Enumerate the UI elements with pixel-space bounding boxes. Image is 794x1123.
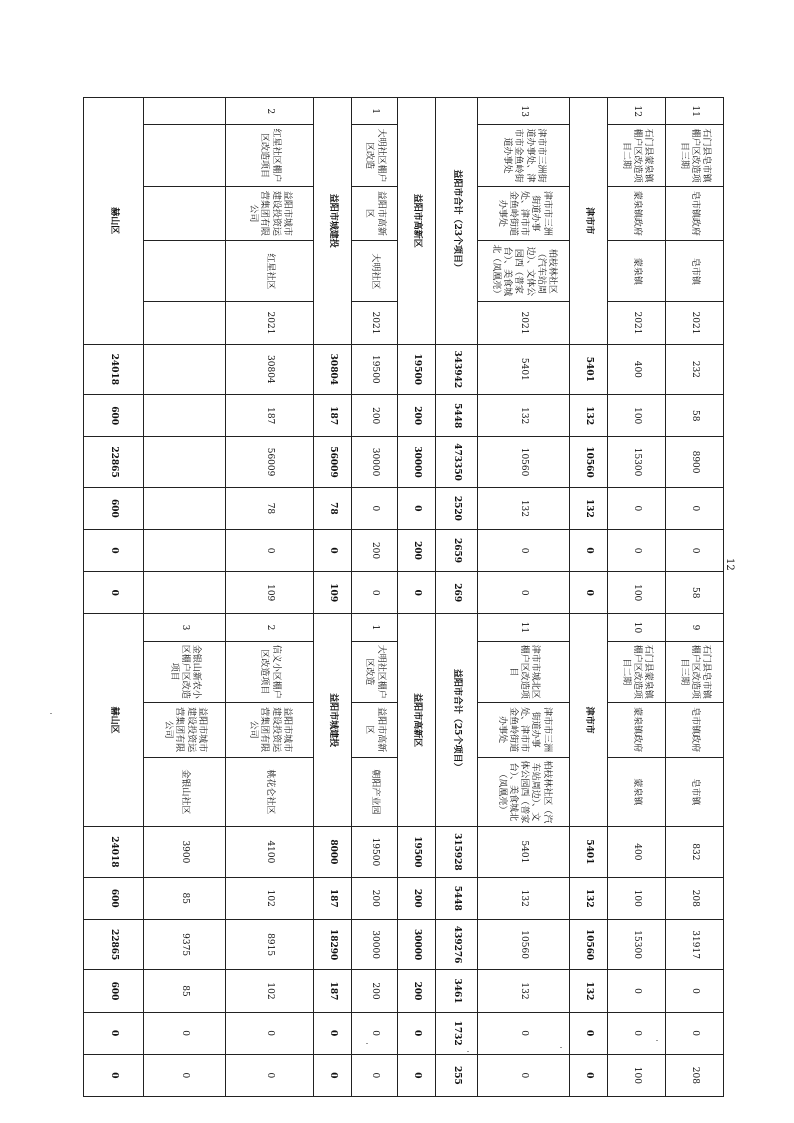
table-row (144, 98, 226, 1097)
table-cell: 10560 (478, 437, 570, 488)
subtotal-value: 0 (570, 529, 608, 571)
subtotal-row (314, 98, 352, 1097)
scan-speck (366, 1043, 368, 1044)
table-cell: 58 (666, 395, 724, 437)
subtotal-label: 益阳市合计（23个项目） (436, 98, 478, 345)
table-cell: 100 (608, 572, 666, 614)
table-cell (144, 529, 226, 571)
table-cell: 8915 (226, 919, 314, 970)
subtotal-label: 赫山区 (84, 98, 144, 345)
subtotal-value: 10560 (570, 919, 608, 970)
subtotal-row (84, 98, 144, 1097)
subtotal-label: 益阳市城建投 (314, 614, 352, 827)
table-cell: 0 (608, 1012, 666, 1054)
table-cell: 31917 (666, 919, 724, 970)
subtotal-value: 600 (84, 395, 144, 437)
table-cell: 9 (666, 614, 724, 641)
scan-speck (50, 713, 52, 714)
table-cell: 132 (478, 877, 570, 919)
table-cell: 益阳市城市建设投资运营集团有限公司 (226, 186, 314, 241)
table-cell: 832 (666, 827, 724, 878)
subtotal-value: 2520 (436, 487, 478, 529)
subtotal-label: 津市市 (570, 98, 608, 345)
table-cell: 0 (608, 487, 666, 529)
table-cell: 200 (352, 529, 398, 571)
table-cell: 100 (608, 395, 666, 437)
table-cell: 益阳市城市建设投资运营集团有限公司 (226, 702, 314, 757)
table-cell (144, 125, 226, 186)
table-cell: 蒙泉镇 (608, 757, 666, 827)
page-number: 12 (724, 558, 735, 571)
table-cell: 2 (226, 98, 314, 125)
table-cell: 109 (226, 572, 314, 614)
table-cell (144, 572, 226, 614)
subtotal-value: 2659 (436, 529, 478, 571)
table-cell: 2021 (478, 302, 570, 344)
table-cell: 金银山新农小区棚户区改造项目 (144, 641, 226, 702)
table-cell: 132 (478, 970, 570, 1012)
table-cell: 200 (352, 877, 398, 919)
table-cell: 0 (666, 529, 724, 571)
table-cell: 0 (352, 1054, 398, 1096)
table-cell: 0 (666, 970, 724, 1012)
table-cell: 0 (478, 572, 570, 614)
subtotal-value: 0 (314, 529, 352, 571)
table-cell: 232 (666, 344, 724, 395)
table-cell: 红星社区 (226, 241, 314, 302)
table-cell: 4100 (226, 827, 314, 878)
table-cell: 皂市镇政府 (666, 186, 724, 241)
table-cell: 208 (666, 877, 724, 919)
table-cell: 2021 (666, 302, 724, 344)
table-cell: 3900 (144, 827, 226, 878)
table-cell: 大明社区棚户区改造 (352, 641, 398, 702)
table-cell: 100 (608, 1054, 666, 1096)
table-cell: 132 (478, 487, 570, 529)
table-cell: 蒙泉镇 (608, 241, 666, 302)
table-cell (144, 302, 226, 344)
table-cell: 津市市三洲街道办事处、津市市金鱼岭街道办事处 (478, 702, 570, 757)
subtotal-value: 19500 (398, 344, 436, 395)
table-cell: 200 (352, 970, 398, 1012)
table-cell: 2021 (608, 302, 666, 344)
subtotal-value: 600 (84, 487, 144, 529)
table-row (352, 98, 398, 1097)
table-cell: 2021 (352, 302, 398, 344)
table-cell: 0 (478, 1012, 570, 1054)
table-cell (144, 241, 226, 302)
table-cell: 0 (226, 1012, 314, 1054)
table-cell: 金银山社区 (144, 757, 226, 827)
table-cell: 19500 (352, 344, 398, 395)
subtotal-value: 22865 (84, 919, 144, 970)
table-cell: 0 (352, 487, 398, 529)
subtotal-label: 津市市 (570, 614, 608, 827)
table-cell: 2 (226, 614, 314, 641)
subtotal-value: 24018 (84, 344, 144, 395)
table-cell (144, 395, 226, 437)
subtotal-value: 56009 (314, 437, 352, 488)
table-cell (144, 98, 226, 125)
table-cell: 大明社区棚户区改造 (352, 125, 398, 186)
table-cell: 8900 (666, 437, 724, 488)
table-cell: 津市市三洲街道办事处、津市市金鱼岭街道办事处 (478, 125, 570, 186)
subtotal-value: 132 (570, 877, 608, 919)
subtotal-row (570, 98, 608, 1097)
table-cell: 15300 (608, 919, 666, 970)
subtotal-value: 10560 (570, 437, 608, 488)
subtotal-value: 5401 (570, 344, 608, 395)
table-cell: 石门县皂市镇棚户区改造项目三期 (666, 641, 724, 702)
subtotal-value: 0 (84, 529, 144, 571)
subtotal-value: 600 (84, 970, 144, 1012)
subtotal-value: 78 (314, 487, 352, 529)
subtotal-value: 8000 (314, 827, 352, 878)
subtotal-value: 19500 (398, 827, 436, 878)
subtotal-value: 200 (398, 970, 436, 1012)
table-cell: 15300 (608, 437, 666, 488)
subtotal-value: 187 (314, 395, 352, 437)
subtotal-value: 473350 (436, 437, 478, 488)
subtotal-value: 255 (436, 1054, 478, 1096)
table-cell: 400 (608, 827, 666, 878)
subtotal-value: 600 (84, 877, 144, 919)
subtotal-value: 0 (398, 572, 436, 614)
scan-speck (467, 1051, 469, 1052)
subtotal-value: 132 (570, 970, 608, 1012)
subtotal-label: 益阳市高新区 (398, 614, 436, 827)
table-cell: 益阳市高新区 (352, 186, 398, 241)
subtotal-value: 5448 (436, 395, 478, 437)
table-cell: 0 (666, 487, 724, 529)
subtotal-value: 24018 (84, 827, 144, 878)
subtotal-value: 315928 (436, 827, 478, 878)
table-cell (144, 437, 226, 488)
subtotal-value: 0 (314, 1054, 352, 1096)
subtotal-value: 0 (570, 1012, 608, 1054)
table-cell: 11 (666, 98, 724, 125)
table-row (608, 98, 666, 1097)
table-cell: 30000 (352, 437, 398, 488)
table-cell: 0 (666, 1012, 724, 1054)
subtotal-label: 益阳市高新区 (398, 98, 436, 345)
table-cell: 益阳市城市建设投资运营集团有限公司 (144, 702, 226, 757)
table-row (226, 98, 314, 1097)
subtotal-value: 30000 (398, 919, 436, 970)
table-cell: 1 (352, 614, 398, 641)
subtotal-value: 5401 (570, 827, 608, 878)
table-cell: 12 (608, 98, 666, 125)
table-cell: 11 (478, 614, 570, 641)
table-cell: 0 (608, 970, 666, 1012)
subtotal-value: 0 (398, 1054, 436, 1096)
table-cell: 石门县蒙泉镇棚户区改造项目二期 (608, 641, 666, 702)
subtotal-value: 5448 (436, 877, 478, 919)
subtotal-value: 187 (314, 877, 352, 919)
subtotal-value: 0 (314, 1012, 352, 1054)
table-cell: 200 (352, 395, 398, 437)
table-cell: 100 (608, 877, 666, 919)
table-cell: 蒙泉镇政府 (608, 702, 666, 757)
table-cell: 蒙泉镇政府 (608, 186, 666, 241)
subtotal-value: 439276 (436, 919, 478, 970)
table-cell: 208 (666, 1054, 724, 1096)
table-cell: 柏枝林社区（汽车站周边）、文体公园西（普家台）、美食城北（凤凰亮） (478, 757, 570, 827)
subtotal-value: 200 (398, 529, 436, 571)
table-cell: 石门县皂市镇棚户区改造项目三期 (666, 125, 724, 186)
subtotal-label: 益阳市城建投 (314, 98, 352, 345)
table-cell: 5401 (478, 827, 570, 878)
table-cell: 102 (226, 877, 314, 919)
table-cell: 0 (478, 529, 570, 571)
table-cell: 58 (666, 572, 724, 614)
subtotal-value: 0 (398, 487, 436, 529)
table-cell (144, 487, 226, 529)
table-cell: 津市市三洲街道办事处、津市市金鱼岭街道办事处 (478, 186, 570, 241)
table-cell: 柏枝林社区（汽车站周边）、文体公园西（普家台）、美食城北（凤凰亮） (478, 241, 570, 302)
subtotal-label: 赫山区 (84, 614, 144, 827)
rotated-table-wrapper (84, 97, 724, 1097)
table-cell: 56009 (226, 437, 314, 488)
table-cell: 0 (226, 529, 314, 571)
table-cell: 400 (608, 344, 666, 395)
table-cell: 津市市城北区棚户区改造项目 (478, 641, 570, 702)
scan-speck (560, 1047, 562, 1048)
table-cell: 0 (478, 1054, 570, 1096)
subtotal-row (436, 98, 478, 1097)
table-cell: 0 (226, 1054, 314, 1096)
subtotal-value: 30804 (314, 344, 352, 395)
table-cell: 85 (144, 970, 226, 1012)
table-cell: 19500 (352, 827, 398, 878)
table-cell (144, 344, 226, 395)
table-cell: 0 (144, 1054, 226, 1096)
housing-project-table (83, 97, 724, 1097)
table-cell: 187 (226, 395, 314, 437)
table-cell: 102 (226, 970, 314, 1012)
subtotal-value: 0 (84, 572, 144, 614)
subtotal-value: 132 (570, 395, 608, 437)
table-cell: 朝阳产业园 (352, 757, 398, 827)
table-cell: 30000 (352, 919, 398, 970)
subtotal-value: 0 (398, 1012, 436, 1054)
table-cell: 大明社区 (352, 241, 398, 302)
subtotal-value: 109 (314, 572, 352, 614)
table-cell: 9375 (144, 919, 226, 970)
subtotal-value: 269 (436, 572, 478, 614)
table-cell: 信义小区棚户区改造项目 (226, 641, 314, 702)
subtotal-value: 30000 (398, 437, 436, 488)
table-cell: 5401 (478, 344, 570, 395)
table-cell: 3 (144, 614, 226, 641)
subtotal-value: 3461 (436, 970, 478, 1012)
table-cell: 0 (144, 1012, 226, 1054)
table-cell: 0 (352, 572, 398, 614)
table-cell: 132 (478, 395, 570, 437)
table-cell: 益阳市高新区 (352, 702, 398, 757)
subtotal-value: 0 (570, 1054, 608, 1096)
table-cell: 1 (352, 98, 398, 125)
table-cell: 10 (608, 614, 666, 641)
table-cell: 10560 (478, 919, 570, 970)
subtotal-value: 1732 (436, 1012, 478, 1054)
table-cell: 皂市镇 (666, 241, 724, 302)
table-cell: 皂市镇 (666, 757, 724, 827)
subtotal-value: 132 (570, 487, 608, 529)
subtotal-label: 益阳市合计（25个项目） (436, 614, 478, 827)
subtotal-value: 200 (398, 395, 436, 437)
subtotal-value: 0 (84, 1012, 144, 1054)
subtotal-value: 0 (570, 572, 608, 614)
table-cell (144, 186, 226, 241)
table-cell: 红星社区棚户区改造项目 (226, 125, 314, 186)
table-row (478, 98, 570, 1097)
table-cell: 2021 (226, 302, 314, 344)
subtotal-row (398, 98, 436, 1097)
table-cell: 30804 (226, 344, 314, 395)
table-cell: 0 (352, 1012, 398, 1054)
table-cell: 皂市镇政府 (666, 702, 724, 757)
subtotal-value: 343942 (436, 344, 478, 395)
subtotal-value: 18290 (314, 919, 352, 970)
table-cell: 0 (608, 529, 666, 571)
table-cell: 石门县蒙泉镇棚户区改造项目二期 (608, 125, 666, 186)
table-cell: 13 (478, 98, 570, 125)
subtotal-value: 187 (314, 970, 352, 1012)
scan-speck (656, 1040, 658, 1041)
table-cell: 85 (144, 877, 226, 919)
subtotal-value: 22865 (84, 437, 144, 488)
subtotal-value: 0 (84, 1054, 144, 1096)
table-cell: 78 (226, 487, 314, 529)
table-row (666, 98, 724, 1097)
subtotal-value: 200 (398, 877, 436, 919)
table-cell: 桃花仑社区 (226, 757, 314, 827)
